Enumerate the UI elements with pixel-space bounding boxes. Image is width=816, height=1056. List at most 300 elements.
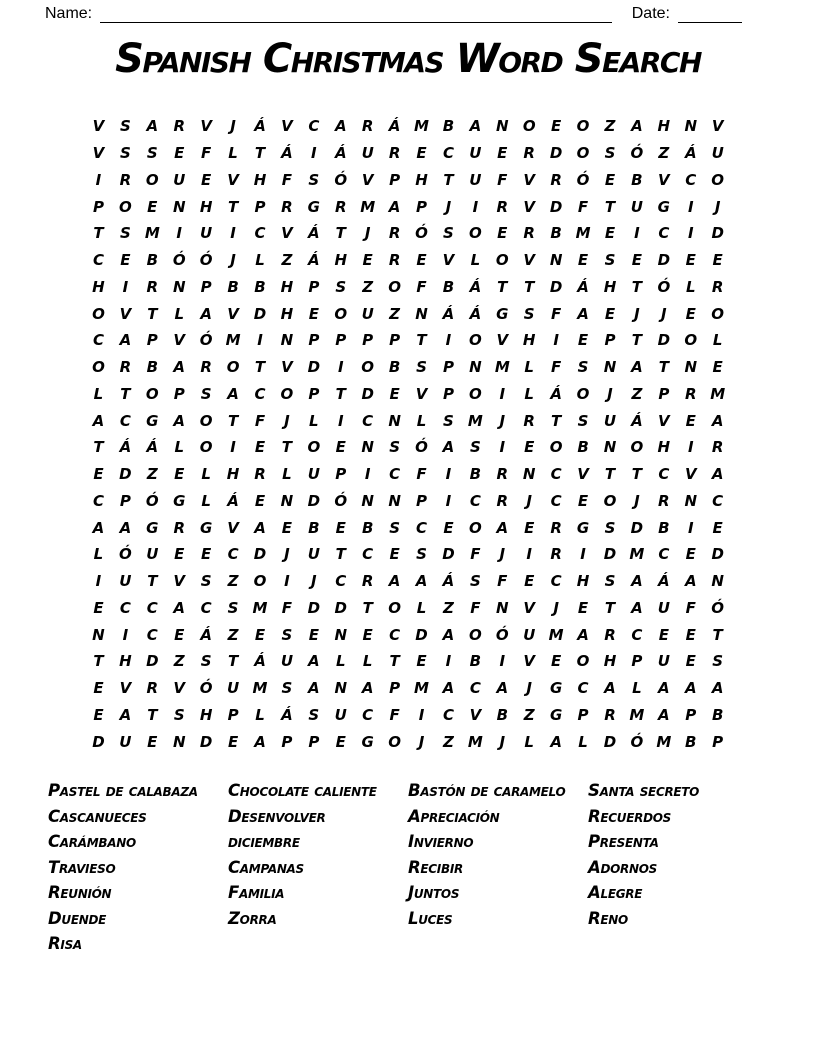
grid-row — [85, 461, 731, 488]
grid-letter: E — [362, 625, 373, 644]
grid-letter: A — [173, 598, 186, 617]
grid-letter: J — [714, 197, 721, 216]
grid-letter: T — [551, 411, 562, 430]
grid-letter: E — [497, 224, 508, 243]
grid-letter: U — [711, 144, 724, 163]
grid-letter: L — [362, 652, 373, 671]
grid-letter: T — [712, 625, 723, 644]
grid-letter: U — [307, 545, 320, 564]
grid-letter: G — [549, 705, 563, 724]
grid-letter: D — [442, 545, 455, 564]
grid-row — [85, 488, 731, 515]
grid-letter: D — [657, 251, 671, 270]
grid-letter: M — [414, 117, 429, 136]
grid-letter: V — [200, 117, 212, 136]
grid-letter: O — [495, 251, 509, 270]
grid-letter: R — [254, 465, 266, 484]
date-blank-line — [678, 7, 742, 23]
grid-letter: C — [631, 625, 643, 644]
grid-letter: Ó — [415, 438, 428, 457]
grid-letter: G — [199, 518, 213, 537]
grid-letter: N — [388, 491, 401, 510]
grid-letter: D — [307, 491, 321, 510]
grid-letter: T — [254, 358, 266, 377]
word-list-item: Travieso — [48, 857, 116, 877]
grid-letter: Ó — [199, 679, 213, 698]
grid-letter: I — [499, 438, 506, 457]
grid-letter: E — [658, 625, 669, 644]
grid-row — [85, 247, 731, 274]
grid-letter: H — [415, 170, 428, 189]
grid-letter: A — [631, 358, 643, 377]
page-title: Spanish Christmas Word Search — [115, 36, 701, 82]
grid-letter: V — [119, 304, 132, 323]
grid-letter: B — [685, 732, 697, 751]
grid-letter: N — [684, 358, 698, 377]
grid-letter: F — [254, 411, 266, 430]
grid-row — [85, 327, 731, 354]
grid-letter: O — [468, 331, 482, 350]
grid-letter: A — [658, 679, 670, 698]
grid-letter: N — [603, 438, 617, 457]
grid-row — [85, 140, 731, 167]
grid-letter: S — [604, 518, 616, 537]
grid-letter: N — [603, 358, 617, 377]
grid-letter: A — [227, 384, 239, 403]
word-list-item: Juntos — [408, 883, 460, 902]
word-list-item: Presenta — [588, 832, 659, 851]
grid-letter: R — [711, 438, 724, 457]
grid-letter: V — [523, 251, 536, 270]
grid-letter: T — [147, 304, 158, 323]
grid-letter: D — [119, 465, 132, 484]
grid-letter: E — [604, 170, 616, 189]
grid-letter: L — [255, 251, 265, 270]
name-blank-line — [100, 7, 612, 23]
grid-letter: H — [603, 652, 617, 671]
grid-letter: O — [361, 358, 375, 377]
grid-letter: N — [334, 625, 348, 644]
grid-letter: U — [146, 545, 159, 564]
grid-letter: L — [524, 358, 534, 377]
grid-letter: T — [93, 438, 104, 457]
grid-letter: O — [468, 518, 482, 537]
grid-letter: N — [684, 491, 698, 510]
grid-letter: C — [389, 465, 401, 484]
grid-letter: C — [712, 491, 724, 510]
grid-letter: T — [227, 652, 239, 671]
grid-letter: D — [307, 358, 321, 377]
grid-letter: A — [415, 572, 428, 591]
grid-letter: C — [308, 117, 320, 136]
word-list-item: Reno — [588, 908, 628, 928]
grid-letter: C — [146, 598, 158, 617]
grid-letter: V — [684, 465, 697, 484]
grid-letter: H — [657, 117, 671, 136]
grid-letter: V — [496, 331, 509, 350]
grid-letter: B — [658, 518, 670, 537]
grid-letter: P — [335, 331, 347, 350]
grid-letter: Z — [443, 732, 454, 751]
grid-letter: F — [577, 197, 589, 216]
grid-letter: O — [576, 384, 590, 403]
grid-letter: B — [469, 652, 482, 671]
grid-letter: Á — [550, 384, 562, 403]
grid-letter: Ó — [199, 331, 213, 350]
grid-letter: P — [173, 384, 185, 403]
grid-letter: R — [361, 572, 374, 591]
grid-letter: T — [335, 384, 346, 403]
grid-letter: S — [604, 144, 616, 163]
grid-letter: U — [307, 465, 320, 484]
grid-letter: I — [122, 277, 129, 296]
grid-letter: F — [470, 598, 481, 617]
grid-letter: N — [172, 197, 186, 216]
grid-letter: I — [472, 197, 479, 216]
grid-letter: F — [281, 598, 293, 617]
grid-letter: V — [577, 465, 589, 484]
grid-letter: A — [577, 625, 589, 644]
grid-letter: A — [119, 518, 132, 537]
grid-letter: F — [389, 705, 400, 724]
grid-letter: T — [362, 598, 373, 617]
grid-letter: V — [415, 384, 428, 403]
grid-letter: Z — [173, 652, 185, 671]
grid-letter: D — [199, 732, 213, 751]
grid-row — [85, 595, 731, 622]
grid-letter: J — [364, 224, 371, 243]
grid-letter: Á — [281, 705, 293, 724]
grid-letter: R — [658, 491, 670, 510]
grid-letter: A — [200, 304, 212, 323]
grid-letter: J — [230, 251, 236, 270]
grid-letter: Ó — [415, 224, 428, 243]
grid-letter: V — [92, 144, 105, 163]
grid-letter: E — [416, 144, 427, 163]
grid-letter: I — [445, 465, 452, 484]
grid-letter: I — [364, 465, 371, 484]
grid-letter: M — [414, 679, 429, 698]
grid-letter: T — [335, 545, 346, 564]
grid-letter: E — [308, 625, 319, 644]
grid-letter: A — [684, 572, 697, 591]
grid-letter: U — [226, 679, 240, 698]
grid-letter: R — [523, 144, 535, 163]
grid-letter: M — [252, 679, 268, 698]
grid-letter: D — [361, 384, 374, 403]
grid-row — [85, 702, 731, 729]
grid-letter: P — [604, 331, 616, 350]
grid-letter: Z — [227, 572, 239, 591]
grid-letter: E — [685, 625, 696, 644]
grid-letter: D — [334, 598, 347, 617]
word-list-item: Pastel de calabaza — [48, 781, 198, 800]
grid-letter: B — [146, 358, 159, 377]
grid-letter: N — [469, 358, 482, 377]
grid-letter: O — [388, 277, 401, 296]
word-list — [48, 778, 768, 957]
grid-letter: B — [442, 117, 455, 136]
word-list-item: Risa — [48, 934, 82, 953]
grid-letter: E — [93, 679, 104, 698]
grid-letter: U — [361, 304, 374, 323]
grid-letter: F — [497, 572, 508, 591]
grid-letter: E — [93, 705, 104, 724]
grid-letter: V — [523, 197, 536, 216]
grid-letter: C — [442, 144, 454, 163]
grid-letter: A — [604, 679, 616, 698]
grid-letter: E — [416, 652, 427, 671]
grid-letter: C — [362, 705, 374, 724]
grid-letter: I — [418, 705, 425, 724]
grid-letter: C — [146, 625, 158, 644]
grid-letter: A — [711, 679, 724, 698]
grid-letter: G — [549, 679, 563, 698]
grid-letter: T — [497, 277, 508, 296]
grid-letter: B — [146, 251, 159, 270]
grid-letter: E — [174, 465, 185, 484]
grid-letter: J — [284, 545, 290, 564]
grid-letter: U — [523, 625, 536, 644]
grid-letter: H — [522, 331, 536, 350]
grid-letter: D — [603, 732, 617, 751]
grid-row — [85, 568, 731, 595]
grid-letter: U — [657, 652, 670, 671]
grid-letter: E — [712, 358, 723, 377]
grid-letter: S — [281, 679, 293, 698]
grid-letter: U — [469, 144, 482, 163]
grid-letter: T — [335, 224, 346, 243]
grid-letter: I — [499, 384, 506, 403]
grid-letter: D — [415, 625, 428, 644]
name-label: Name: — [45, 5, 93, 22]
grid-letter: P — [227, 705, 239, 724]
grid-letter: T — [93, 224, 104, 243]
grid-letter: Z — [281, 251, 293, 270]
grid-letter: J — [499, 411, 506, 430]
grid-letter: Z — [523, 705, 535, 724]
grid-letter: S — [200, 652, 212, 671]
grid-letter: C — [550, 572, 562, 591]
grid-letter: Á — [577, 277, 589, 296]
grid-letter: S — [604, 572, 616, 591]
grid-letter: M — [710, 384, 726, 403]
grid-letter: O — [253, 572, 267, 591]
grid-letter: E — [577, 491, 589, 510]
grid-letter: D — [307, 598, 321, 617]
grid-letter: Ó — [711, 598, 725, 617]
grid-letter: F — [685, 598, 696, 617]
grid-letter: I — [445, 491, 452, 510]
grid-letter: S — [577, 411, 589, 430]
grid-letter: M — [360, 197, 376, 216]
grid-letter: J — [634, 304, 640, 323]
grid-letter: S — [712, 652, 724, 671]
grid-letter: I — [553, 331, 559, 350]
grid-letter: V — [92, 117, 105, 136]
grid-letter: G — [361, 732, 374, 751]
grid-letter: L — [335, 652, 346, 671]
word-list-item: Alegre — [588, 883, 643, 902]
grid-letter: P — [389, 331, 401, 350]
grid-letter: C — [227, 545, 239, 564]
grid-letter: E — [147, 197, 158, 216]
grid-letter: E — [524, 572, 535, 591]
grid-letter: L — [309, 411, 319, 430]
grid-letter: V — [173, 679, 186, 698]
grid-letter: U — [173, 170, 186, 189]
grid-letter: P — [442, 384, 454, 403]
grid-letter: E — [604, 224, 616, 243]
grid-letter: F — [551, 358, 562, 377]
grid-letter: A — [496, 518, 509, 537]
grid-letter: P — [254, 197, 266, 216]
grid-letter: I — [337, 358, 344, 377]
grid-letter: B — [550, 224, 562, 243]
grid-letter: C — [658, 224, 670, 243]
grid-letter: L — [255, 705, 265, 724]
grid-letter: V — [523, 598, 536, 617]
grid-letter: M — [629, 545, 645, 564]
grid-letter: M — [467, 411, 483, 430]
grid-letter: I — [634, 224, 640, 243]
grid-letter: P — [577, 705, 589, 724]
grid-letter: R — [146, 277, 159, 296]
grid-letter: S — [469, 572, 481, 591]
grid-letter: O — [334, 304, 348, 323]
grid-letter: R — [388, 251, 401, 270]
grid-letter: V — [658, 411, 670, 430]
grid-letter: V — [281, 117, 293, 136]
grid-letter: Ó — [576, 170, 590, 189]
grid-letter: T — [120, 384, 131, 403]
grid-letter: N — [496, 117, 509, 136]
grid-letter: A — [550, 732, 562, 751]
grid-letter: P — [658, 384, 670, 403]
grid-letter: T — [524, 277, 535, 296]
grid-letter: T — [631, 331, 643, 350]
word-list-item: Zorra — [228, 908, 277, 928]
grid-letter: M — [575, 224, 591, 243]
grid-letter: Á — [388, 117, 401, 136]
grid-letter: O — [576, 144, 590, 163]
grid-letter: C — [550, 491, 562, 510]
grid-letter: L — [174, 438, 184, 457]
grid-letter: Á — [308, 224, 320, 243]
grid-letter: I — [311, 144, 317, 163]
grid-letter: R — [604, 705, 616, 724]
grid-letter: S — [469, 438, 481, 457]
grid-letter: R — [119, 170, 132, 189]
grid-letter: D — [549, 144, 563, 163]
grid-letter: V — [173, 572, 186, 591]
grid-letter: D — [657, 331, 671, 350]
grid-letter: C — [389, 625, 401, 644]
grid-letter: Ó — [199, 251, 213, 270]
grid-letter: P — [631, 652, 643, 671]
grid-letter: M — [629, 705, 645, 724]
grid-letter: Ó — [657, 277, 671, 296]
grid-letter: O — [468, 625, 482, 644]
grid-letter: A — [92, 518, 105, 537]
grid-letter: S — [416, 545, 427, 564]
grid-letter: T — [604, 465, 616, 484]
grid-letter: F — [281, 170, 293, 189]
grid-letter: O — [199, 438, 213, 457]
grid-letter: R — [711, 277, 724, 296]
grid-letter: Ó — [630, 144, 644, 163]
grid-letter: E — [335, 438, 346, 457]
grid-letter: E — [631, 251, 643, 270]
grid-letter: S — [335, 277, 347, 296]
grid-letter: B — [388, 358, 401, 377]
grid-letter: S — [577, 358, 589, 377]
grid-letter: L — [93, 545, 104, 564]
grid-letter: E — [362, 251, 373, 270]
grid-letter: B — [711, 705, 724, 724]
grid-letter: P — [389, 170, 401, 189]
grid-letter: Á — [442, 572, 455, 591]
grid-letter: C — [658, 545, 670, 564]
grid-letter: I — [580, 545, 586, 564]
grid-letter: L — [470, 251, 481, 270]
grid-letter: Ó — [630, 732, 644, 751]
grid-letter: O — [603, 491, 617, 510]
grid-letter: B — [469, 465, 482, 484]
grid-letter: B — [361, 518, 374, 537]
grid-letter: Á — [469, 304, 482, 323]
grid-letter: J — [311, 572, 317, 591]
grid-letter: C — [200, 598, 212, 617]
grid-letter: R — [523, 224, 535, 243]
grid-letter: P — [308, 277, 320, 296]
grid-letter: N — [280, 331, 294, 350]
grid-letter: Á — [334, 144, 347, 163]
grid-letter: T — [147, 572, 158, 591]
grid-letter: E — [308, 304, 319, 323]
grid-letter: O — [307, 438, 321, 457]
grid-letter: E — [551, 117, 562, 136]
grid-letter: C — [577, 679, 589, 698]
grid-letter: D — [711, 224, 724, 243]
grid-letter: E — [93, 465, 104, 484]
grid-letter: A — [388, 197, 401, 216]
grid-letter: R — [388, 224, 401, 243]
grid-letter: O — [388, 598, 401, 617]
grid-letter: Z — [631, 384, 643, 403]
grid-letter: G — [576, 518, 590, 537]
grid-letter: O — [145, 384, 159, 403]
grid-letter: D — [253, 545, 267, 564]
grid-letter: O — [630, 438, 644, 457]
grid-letter: M — [225, 331, 241, 350]
grid-letter: N — [496, 598, 509, 617]
word-list-item: Chocolate caliente — [228, 781, 377, 800]
grid-letter: E — [254, 625, 266, 644]
grid-letter: T — [631, 277, 643, 296]
grid-letter: S — [227, 598, 239, 617]
grid-letter: R — [550, 545, 562, 564]
grid-letter: H — [576, 572, 590, 591]
grid-letter: L — [416, 411, 427, 430]
grid-row — [85, 728, 731, 755]
grid-letter: R — [496, 491, 509, 510]
grid-letter: I — [176, 224, 183, 243]
grid-letter: Ó — [119, 545, 132, 564]
grid-letter: V — [523, 170, 536, 189]
grid-letter: I — [445, 652, 452, 671]
grid-letter: S — [119, 117, 131, 136]
